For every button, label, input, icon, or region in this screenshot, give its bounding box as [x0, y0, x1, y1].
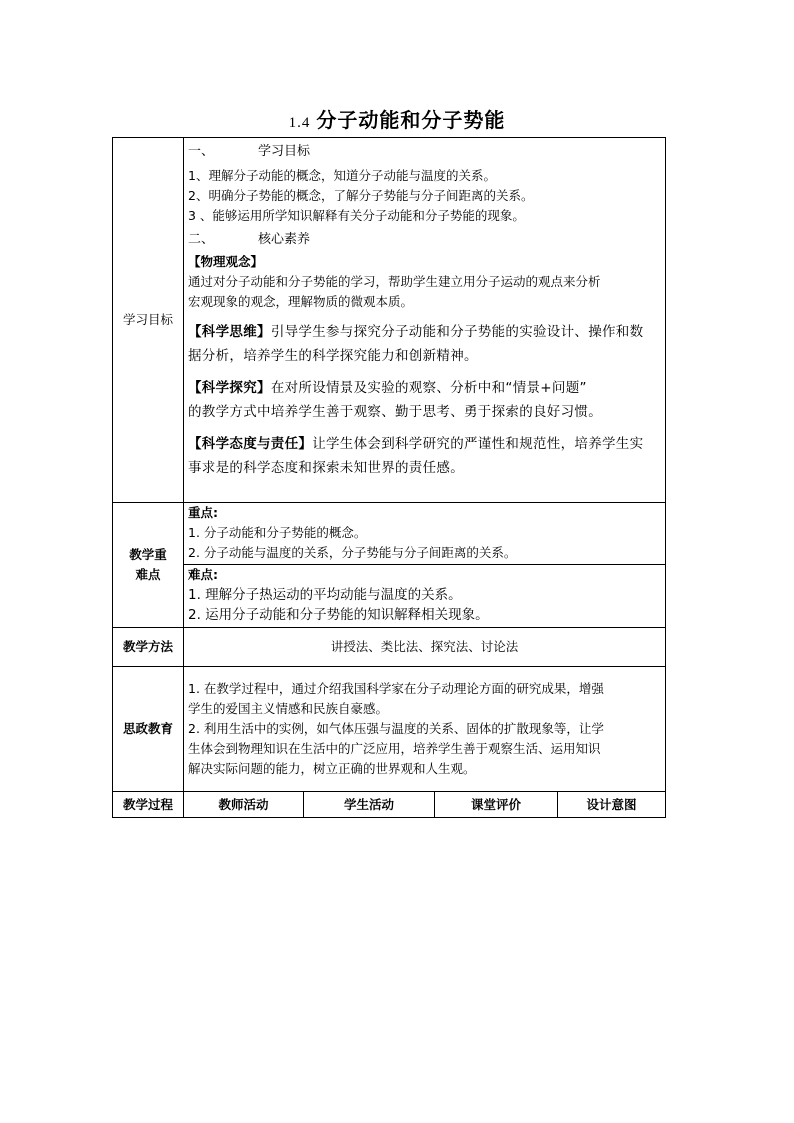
section-heading-literacy: 二、 核心素养 — [188, 232, 311, 247]
ideology-line: 2. 利用生活中的实例，如气体压强与温度的关系、固体的扩散现象等，让学 — [188, 721, 604, 736]
scientific-thinking-cont: 据分析，培养学生的科学探究能力和创新精神。 — [188, 348, 478, 364]
ideology-line: 解决实际问题的能力，树立正确的世界观和人生观。 — [188, 761, 476, 776]
focus-item: 1. 分子动能和分子势能的概念。 — [188, 525, 367, 540]
physics-concept-tag: 【物理观念】 — [188, 254, 264, 269]
scientific-inquiry-cont: 的教学方式中培养学生善于观察、勤于思考、勇于探索的良好习惯。 — [188, 404, 602, 420]
focus-item: 2. 分子动能与温度的关系，分子势能与分子间距离的关系。 — [188, 545, 517, 560]
goal-item: 2、明确分子势能的概念，了解分子势能与分子间距离的关系。 — [188, 188, 534, 203]
key-points-row — [113, 503, 666, 565]
difficulty-heading: 难点: — [188, 567, 218, 582]
ideology-line: 学生的爱国主义情感和民族自豪感。 — [188, 701, 389, 716]
page-title — [0, 104, 794, 133]
difficulty-item: 1. 理解分子热运动的平均动能与温度的关系。 — [188, 587, 462, 603]
difficulty-item: 2. 运用分子动能和分子势能的知识解释相关现象。 — [188, 607, 489, 623]
process-row — [113, 792, 666, 818]
scientific-inquiry: 【科学探究】在对所设情景及实验的观察、分析中和“情景+问题” — [188, 380, 587, 396]
column-design-intent: 设计意图 — [558, 792, 666, 818]
ideology-row — [113, 667, 666, 792]
objectives-content — [184, 138, 666, 503]
scientific-thinking: 【科学思维】引导学生参与探究分子动能和分子势能的实验设计、操作和数 — [188, 324, 644, 340]
column-teacher-activity: 教师活动 — [184, 792, 304, 818]
ideology-content — [184, 667, 666, 792]
difficulty-row — [113, 565, 666, 628]
scientific-attitude: 【科学态度与责任】让学生体会到科学研究的严谨性和规范性，培养学生实 — [188, 436, 644, 452]
methods-text: 讲授法、类比法、探究法、讨论法 — [184, 628, 666, 667]
ideology-label: 思政教育 — [113, 667, 184, 792]
methods-label: 教学方法 — [113, 628, 184, 667]
ideology-line: 1. 在教学过程中，通过介绍我国科学家在分子动理论方面的研究成果，增强 — [188, 681, 604, 696]
scientific-attitude-cont: 事求是的科学态度和探索未知世界的责任感。 — [188, 460, 464, 476]
key-points-label: 教学重 难点 — [113, 503, 184, 628]
process-label: 教学过程 — [113, 792, 184, 818]
column-student-activity: 学生活动 — [304, 792, 435, 818]
goal-item: 3 、能够运用所学知识解释有关分子动能和分子势能的现象。 — [188, 208, 525, 223]
objectives-row — [113, 138, 666, 503]
column-evaluation: 课堂评价 — [435, 792, 558, 818]
lesson-plan-table — [112, 137, 666, 818]
objectives-label: 学习目标 — [113, 138, 184, 503]
physics-concept-text: 通过对分子动能和分子势能的学习，帮助学生建立用分子运动的观点来分析 — [188, 274, 601, 289]
ideology-line: 生体会到物理知识在生活中的广泛应用，培养学生善于观察生活、运用知识 — [188, 741, 601, 756]
section-heading-objectives: 一、 学习目标 — [188, 144, 311, 159]
physics-concept-text: 宏观现象的观念，理解物质的微观本质。 — [188, 294, 414, 309]
goal-item: 1、理解分子动能的概念，知道分子动能与温度的关系。 — [188, 168, 496, 183]
focus-heading: 重点: — [188, 505, 218, 520]
lesson-number: 1.4 — [288, 115, 311, 131]
methods-row — [113, 628, 666, 667]
focus-cell — [184, 503, 666, 565]
lesson-title: 分子动能和分子势能 — [316, 108, 506, 132]
difficulty-cell — [184, 565, 666, 628]
